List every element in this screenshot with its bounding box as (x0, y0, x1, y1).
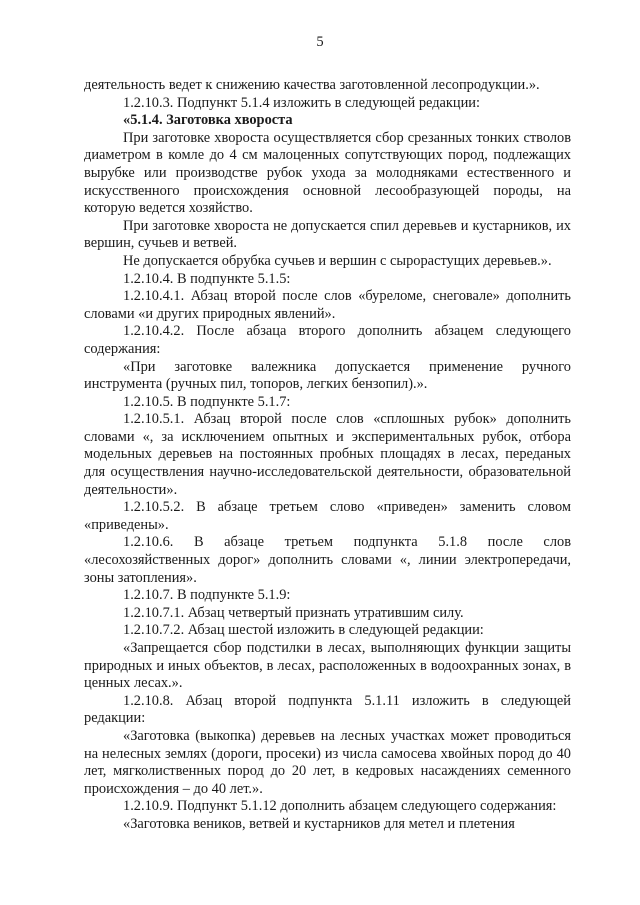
paragraph: Не допускается обрубка сучьев и вершин с сырорастущих деревьев.». (123, 252, 552, 269)
document-body (84, 77, 571, 834)
paragraph: деятельность ведет к снижению качества заготовленной лесопродукции.». (84, 77, 540, 93)
paragraph: 1.2.10.4.1. Абзац второй после слов «буреломе, снеговале» дополнить словами «и других природных явлений». (84, 288, 571, 322)
paragraph: 1.2.10.7.2. Абзац шестой изложить в следующей редакции: (123, 622, 484, 639)
page-number: 5 (316, 34, 324, 50)
paragraph: 1.2.10.5. В подпункте 5.1.7: (123, 393, 291, 410)
paragraph: 1.2.10.8. Абзац второй подпункта 5.1.11 изложить в следующей редакции: (84, 692, 571, 727)
paragraph: «Заготовка (выкопка) деревьев на лесных участках может проводиться на нелесных землях (дороги, просеки) из числа самосева хвойных пород до 40 лет, мягколиственных пород до 20 лет, в кедровых насаждениях семенного происхождения – до 40 лет.». (84, 727, 571, 797)
section-heading: «5.1.4. Заготовка хвороста (123, 112, 293, 129)
paragraph: 1.2.10.6. В абзаце третьем подпункта 5.1.8 после слов «лесохозяйственных дорог» дополнить словами «, линии электропередачи, зоны затопления». (84, 534, 571, 586)
paragraph: 1.2.10.4.2. После абзаца второго дополнить абзацем следующего содержания: (84, 323, 571, 357)
paragraph: 1.2.10.5.2. В абзаце третьем слово «приведен» заменить словом «приведены». (84, 499, 571, 533)
paragraph: 1.2.10.7. В подпункте 5.1.9: (123, 587, 291, 604)
paragraph: При заготовке хвороста осуществляется сбор срезанных тонких стволов диаметром в комле до 4 см малоценных сопутствующих пород, подлежащих вырубке или производстве рубок ухода за молодняками естественного и искусственного происхождения основной лесообразующей породы, на которую ведется хозяйство. (84, 129, 571, 217)
paragraph: При заготовке хвороста не допускается спил деревьев и кустарников, их вершин, сучьев и ветвей. (84, 217, 571, 252)
paragraph: 1.2.10.9. Подпункт 5.1.12 дополнить абзацем следующего содержания: (123, 798, 557, 815)
paragraph: 1.2.10.3. Подпункт 5.1.4 изложить в следующей редакции: (123, 94, 481, 111)
paragraph: 1.2.10.4. В подпункте 5.1.5: (123, 270, 291, 287)
paragraph: «Заготовка веников, ветвей и кустарников для метел и плетения (123, 815, 515, 832)
paragraph: «При заготовке валежника допускается применение ручного инструмента (ручных пил, топоров, легких бензопил).». (84, 358, 571, 393)
paragraph: 1.2.10.5.1. Абзац второй после слов «сплошных рубок» дополнить словами «, за исключением опытных и экспериментальных рубок, отбора модельных деревьев на постоянных пробных площадях в лесах, переданых для осуществления научно-исследовательской деятельности, образовательной деятельности». (84, 411, 571, 498)
paragraph: «Запрещается сбор подстилки в лесах, выполняющих функции защиты природных и иных объектов, в лесах, расположенных в водоохранных зонах, в ценных лесах.». (84, 640, 571, 692)
paragraph: 1.2.10.7.1. Абзац четвертый признать утратившим силу. (123, 604, 464, 621)
